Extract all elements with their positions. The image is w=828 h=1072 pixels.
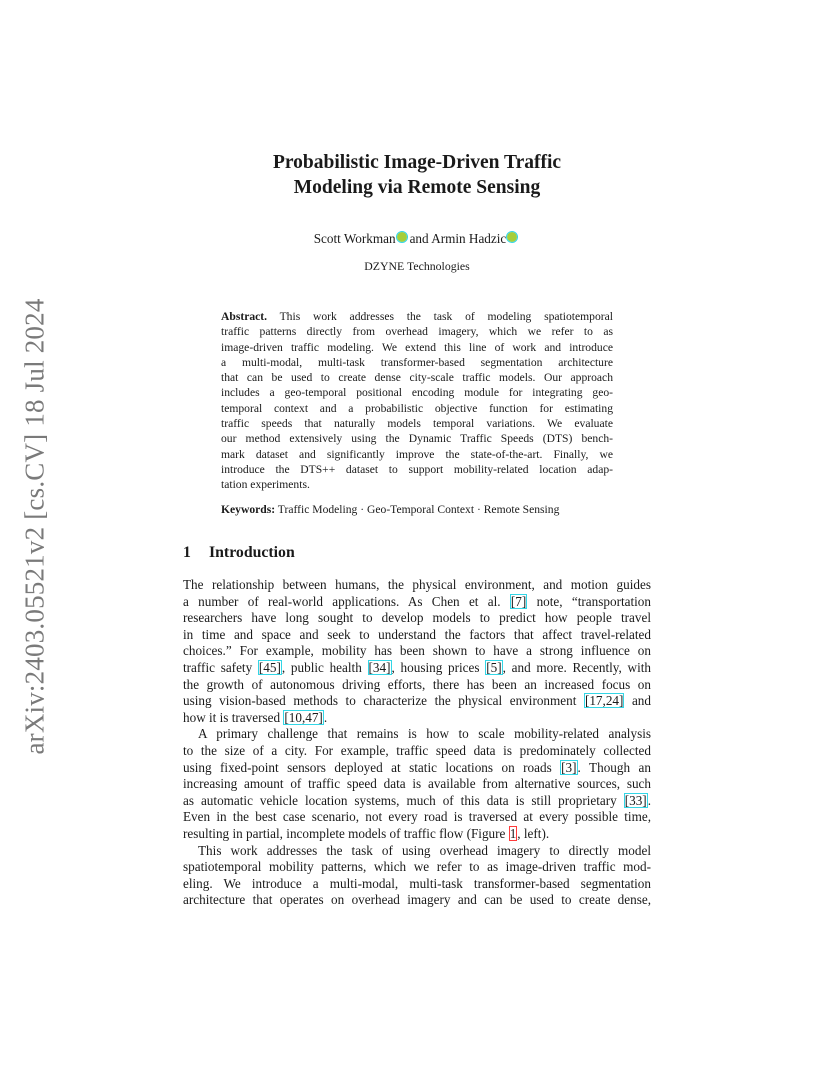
- body-line: choices.” For example, mobility has been shown to have a strong influence on: [183, 643, 651, 659]
- citation-link[interactable]: [7]: [510, 593, 527, 609]
- body-text: , public health: [281, 659, 368, 675]
- orcid-icon[interactable]: [507, 232, 517, 242]
- body-line: [183, 660, 651, 677]
- body-text: using fixed-point sensors deployed at static locations on roads: [183, 759, 561, 775]
- citation-link[interactable]: [34]: [368, 659, 391, 675]
- section-title: Introduction: [209, 544, 295, 561]
- body-text: , housing prices: [391, 659, 486, 675]
- affiliation: DZYNE Technologies: [364, 259, 470, 273]
- body-line: Even in the best case scenario, not every road is traversed at every possible time,: [183, 809, 651, 825]
- arxiv-identifier-stamp: [20, 296, 50, 756]
- body-line: increasing amount of traffic speed data is available from alternative sources, such: [183, 776, 651, 792]
- citation-link[interactable]: [45]: [258, 659, 281, 675]
- author-1-name: Scott Workman: [313, 231, 396, 246]
- abstract-line: our method extensively using the Dynamic Traffic Speeds (DTS) bench-: [221, 432, 613, 446]
- abstract-text: This work addresses the task of modeling spatiotemporal: [267, 310, 613, 323]
- abstract-line: that can be used to create dense city-scale traffic models. Our approach: [221, 371, 613, 385]
- body-line: [183, 594, 651, 611]
- orcid-icon[interactable]: [397, 232, 407, 242]
- arxiv-id-text: arXiv:2403.05521v2 [cs.CV] 18 Jul 2024: [19, 297, 50, 755]
- body-text: .: [323, 709, 328, 725]
- body-line: architecture that operates on overhead imagery and can be used to create dense,: [183, 892, 651, 908]
- body-text: resulting in partial, incomplete models of traffic flow (Figure: [183, 825, 509, 841]
- abstract-line: introduce the DTS++ dataset to support mobility-related location adap-: [221, 462, 613, 476]
- body-line: [183, 693, 651, 710]
- body-text: . Though an: [577, 759, 651, 775]
- body-text: and: [624, 693, 651, 709]
- body-text: how it is traversed: [183, 709, 284, 725]
- abstract-line: mark dataset and significantly improve the state-of-the-art. Finally, we: [221, 447, 613, 461]
- author-connector: and: [409, 231, 429, 246]
- body-line: The relationship between humans, the physical environment, and motion guides: [183, 577, 651, 592]
- body-text: as automatic vehicle location systems, much of this data is still proprietary: [183, 792, 624, 808]
- body-line: researchers have long sought to develop models to predict how people travel: [183, 610, 651, 626]
- body-line: spatiotemporal mobility patterns, which we refer to as image-driven traffic mod-: [183, 859, 651, 875]
- citation-link[interactable]: [10,47]: [284, 709, 323, 725]
- body-text: traffic safety: [183, 659, 258, 675]
- body-text: using vision-based methods to characterize the physical environment: [183, 693, 584, 709]
- body-text: , and more. Recently, with: [502, 659, 651, 675]
- title-line-2: Modeling via Remote Sensing: [293, 177, 541, 198]
- title-line-1: Probabilistic Image-Driven Traffic: [272, 152, 562, 173]
- body-line: [183, 793, 651, 810]
- abstract-label: Abstract.: [221, 310, 268, 323]
- figure-reference-link[interactable]: 1: [509, 825, 517, 841]
- body-line: [183, 826, 651, 843]
- section-number: 1: [183, 544, 191, 561]
- citation-link[interactable]: [3]: [561, 759, 577, 775]
- body-text: .: [647, 792, 651, 808]
- citation-link[interactable]: [33]: [624, 792, 647, 808]
- keywords-text: Traffic Modeling · Geo-Temporal Context · Remote Sensing: [275, 503, 560, 516]
- author-2-name: Armin Hadzic: [431, 231, 507, 246]
- body-line: eling. We introduce a multi-modal, multi-task transformer-based segmentation: [183, 875, 651, 891]
- citation-link[interactable]: [17,24]: [584, 693, 624, 709]
- body-text: a number of real-world applications. As Chen et al.: [183, 593, 510, 609]
- body-line: [183, 710, 651, 727]
- section-heading-introduction: [183, 543, 295, 563]
- body-line: the growth of autonomous driving efforts, there has been an increased focus on: [183, 676, 651, 692]
- body-line: A primary challenge that remains is how to scale mobility-related analysis: [198, 726, 651, 742]
- abstract-line: traffic patterns directly from overhead imagery, which we refer to as: [221, 325, 613, 339]
- abstract-line: temporal context and a probabilistic objective function for estimating: [221, 401, 613, 415]
- abstract-line: includes a geo-temporal positional encoding module for integrating geo-: [221, 386, 613, 400]
- body-text: , left).: [517, 825, 550, 841]
- body-line: in time and space and seek to understand the factors that affect travel-related: [183, 626, 651, 642]
- abstract-line: a multi-modal, multi-task transformer-based segmentation architecture: [221, 355, 613, 369]
- abstract-line: traffic speeds that naturally models temporal variations. We evaluate: [221, 417, 613, 431]
- abstract-line: image-driven traffic modeling. We extend this line of work and introduce: [221, 340, 613, 354]
- body-line: This work addresses the task of using overhead imagery to directly model: [198, 842, 651, 858]
- keywords: [221, 502, 613, 517]
- abstract-line: [221, 309, 613, 324]
- body-line: to the size of a city. For example, traffic speed data is predominately collected: [183, 742, 651, 758]
- citation-link[interactable]: [5]: [486, 659, 502, 675]
- paper-title: [183, 150, 651, 200]
- author-list: [183, 230, 651, 248]
- abstract: [221, 309, 613, 493]
- abstract-line: tation experiments.: [221, 478, 310, 492]
- body-text: note, “transportation: [527, 593, 651, 609]
- keywords-label: Keywords:: [221, 503, 276, 516]
- body-line: [183, 760, 651, 777]
- introduction-body: [183, 577, 651, 909]
